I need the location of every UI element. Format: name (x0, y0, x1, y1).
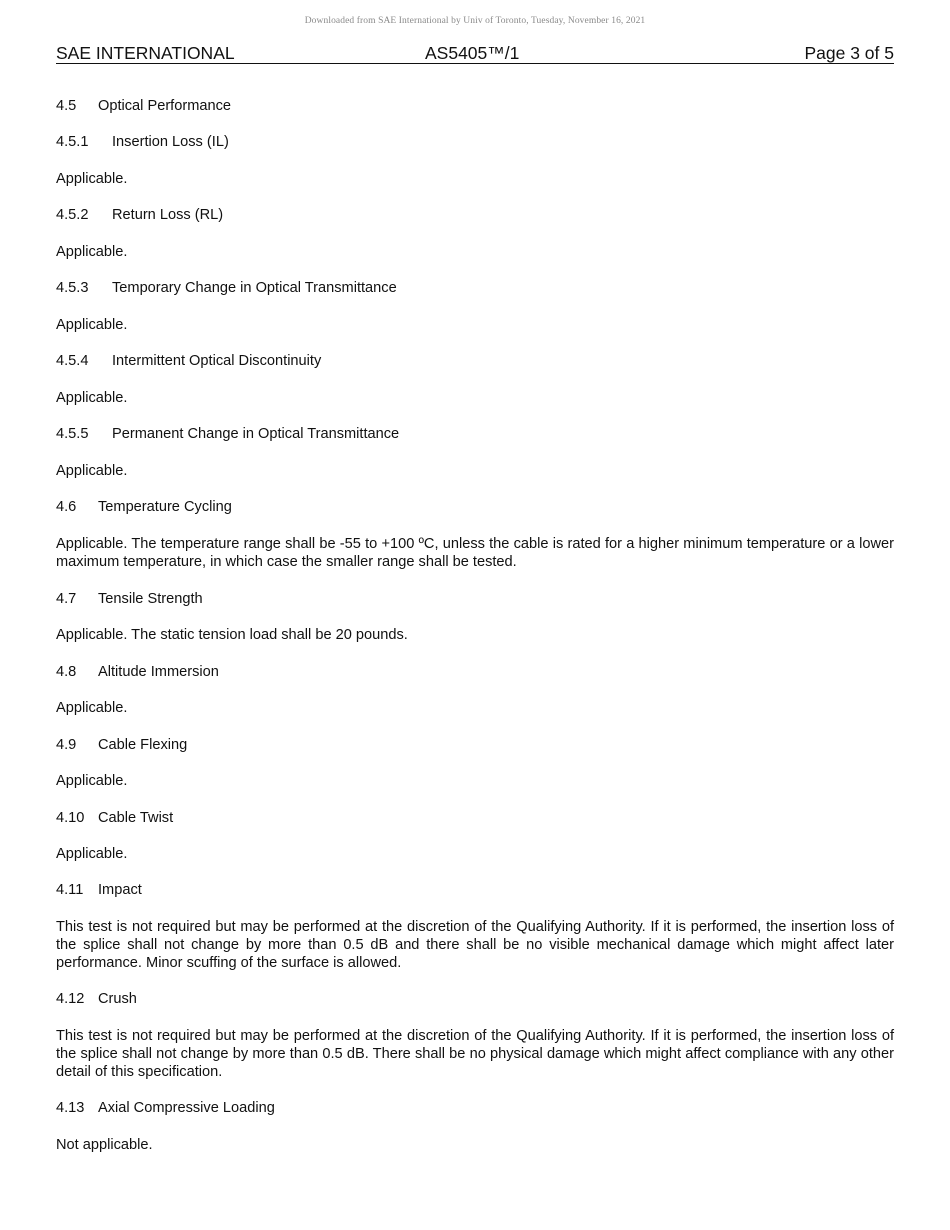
download-watermark: Downloaded from SAE International by Univ of Toronto, Tuesday, November 16, 2021 (304, 16, 646, 26)
section-number: 4.13 (56, 1100, 85, 1116)
section-heading (56, 352, 894, 370)
section-title: Temperature Cycling (98, 499, 232, 515)
section-heading (56, 990, 894, 1008)
document-number: AS5405™/1 (425, 43, 520, 63)
section-title: Altitude Immersion (98, 664, 219, 680)
section-number: 4.7 (56, 591, 77, 607)
section-number: 4.5.3 (56, 280, 89, 296)
section-body: Applicable. (56, 773, 128, 789)
section-body: This test is not required but may be performed at the discretion of the Qualifying Authority. If it is performed, the insertion loss of the splice shall not change by more than 0.5 dB. There shall be no physical damage which might affect compliance with any other detail of this specification. (56, 1028, 894, 1080)
section-number: 4.10 (56, 810, 85, 826)
section-heading (56, 736, 894, 754)
section-heading (56, 425, 894, 443)
section-heading (56, 97, 894, 115)
section-body: Applicable. (56, 317, 128, 333)
section-heading (56, 498, 894, 516)
section-title: Temporary Change in Optical Transmittance (112, 280, 397, 296)
section-number: 4.5.2 (56, 207, 89, 223)
section-number: 4.11 (56, 882, 84, 898)
section-number: 4.5 (56, 98, 77, 114)
section-number: 4.5.1 (56, 134, 89, 150)
section-title: Return Loss (RL) (112, 207, 224, 223)
section-body: Applicable. (56, 700, 128, 716)
section-body: Applicable. (56, 390, 128, 406)
section-title: Cable Flexing (98, 737, 188, 753)
section-body: Applicable. The static tension load shall be 20 pounds. (56, 627, 408, 643)
section-title: Insertion Loss (IL) (112, 134, 229, 150)
section-title: Impact (98, 882, 142, 898)
page-number: Page 3 of 5 (804, 43, 894, 63)
section-body: Applicable. (56, 463, 128, 479)
section-heading (56, 809, 894, 827)
section-heading (56, 590, 894, 608)
section-number: 4.6 (56, 499, 77, 515)
section-heading (56, 1099, 894, 1117)
section-title: Axial Compressive Loading (98, 1100, 275, 1116)
section-title: Cable Twist (98, 810, 174, 826)
section-title: Crush (98, 991, 137, 1007)
section-body: Applicable. The temperature range shall be -55 to +100 ºC, unless the cable is rated for a higher minimum temperature or a lower maximum temperature, in which case the smaller range shall be tested. (56, 536, 894, 570)
section-title: Intermittent Optical Discontinuity (112, 353, 322, 369)
section-body: Not applicable. (56, 1137, 153, 1153)
page-header (56, 43, 894, 64)
section-title: Permanent Change in Optical Transmittance (112, 426, 400, 442)
section-number: 4.12 (56, 991, 85, 1007)
section-title: Tensile Strength (98, 591, 203, 607)
section-body: This test is not required but may be performed at the discretion of the Qualifying Authority. If it is performed, the insertion loss of the splice shall not change by more than 0.5 dB and there shall be no visible mechanical damage which might affect later performance. Minor scuffing of the surface is allowed. (56, 919, 894, 971)
section-number: 4.9 (56, 737, 77, 753)
section-body: Applicable. (56, 244, 128, 260)
section-heading (56, 663, 894, 681)
section-number: 4.5.4 (56, 353, 89, 369)
section-heading (56, 206, 894, 224)
section-heading (56, 279, 894, 297)
section-number: 4.8 (56, 664, 77, 680)
publisher-name: SAE INTERNATIONAL (56, 43, 235, 63)
section-body: Applicable. (56, 171, 128, 187)
section-body: Applicable. (56, 846, 128, 862)
document-body (56, 97, 894, 1154)
section-number: 4.5.5 (56, 426, 89, 442)
section-heading (56, 133, 894, 151)
section-heading (56, 881, 894, 899)
section-title: Optical Performance (98, 98, 232, 114)
